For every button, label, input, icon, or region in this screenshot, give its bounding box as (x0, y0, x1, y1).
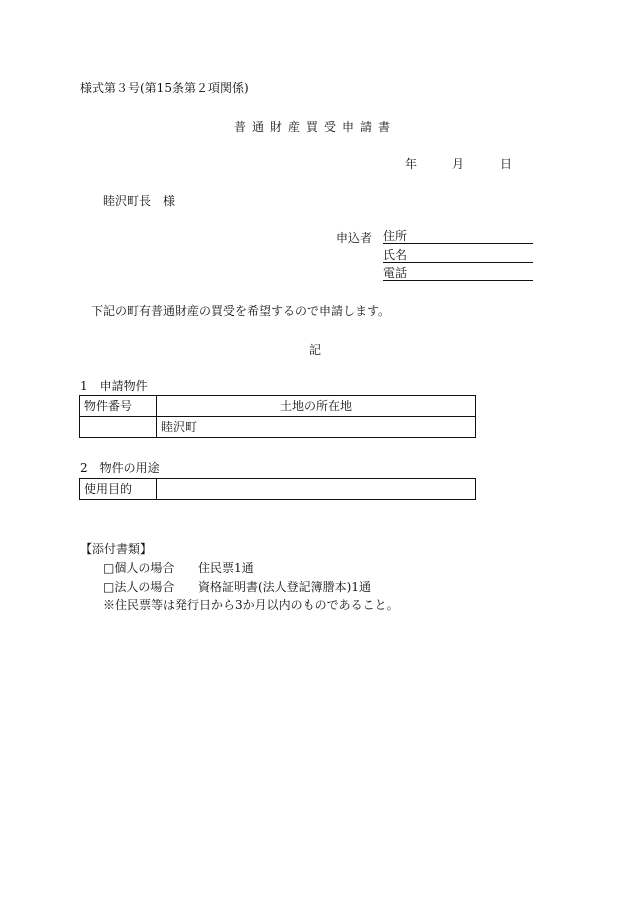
ki-heading: 記 (308, 343, 321, 357)
date-year-label: 年 (405, 157, 418, 171)
usage-purpose-cell[interactable] (157, 479, 476, 500)
intro-text: 下記の町有普通財産の買受を希望するので申請します。 (91, 304, 391, 318)
name-field[interactable] (383, 248, 533, 263)
document-title: 普通財産買受申請書 (233, 120, 396, 134)
attachment-document: 住民票1通 (198, 561, 254, 575)
land-location-cell[interactable]: 睦沢町 (157, 417, 476, 438)
attachment-document: 資格証明書(法人登記簿謄本)1通 (198, 580, 371, 594)
property-table (79, 395, 476, 438)
attachment-case: □法人の場合 (103, 580, 175, 594)
applicant-label: 申込者 (336, 231, 373, 245)
form-number: 様式第３号(第15条第２項関係) (80, 81, 249, 95)
usage-table (79, 478, 476, 500)
attachments-note: ※住民票等は発行日から3か月以内のものであること。 (103, 598, 399, 612)
header-property-number: 物件番号 (80, 396, 157, 417)
section2-heading: 2 物件の用途 (80, 461, 160, 475)
property-number-cell[interactable] (80, 417, 157, 438)
usage-purpose-label: 使用目的 (80, 479, 157, 500)
attachment-case: □個人の場合 (103, 561, 175, 575)
section1-heading: 1 申請物件 (80, 379, 148, 393)
date-month-label: 月 (452, 157, 465, 171)
address-field[interactable] (383, 229, 533, 244)
header-land-location: 土地の所在地 (157, 396, 476, 417)
date-day-label: 日 (500, 157, 513, 171)
name-label: 氏名 (383, 248, 408, 262)
attachment-item-corporation (103, 580, 371, 594)
attachments-heading: 【添付書類】 (80, 542, 153, 556)
phone-field[interactable] (383, 266, 533, 281)
attachment-item-individual (103, 561, 254, 575)
table-row (80, 417, 476, 438)
address-label: 住所 (383, 229, 408, 243)
phone-label: 電話 (383, 266, 408, 280)
addressee: 睦沢町長 様 (103, 194, 176, 208)
table-row (80, 479, 476, 500)
table-header-row (80, 396, 476, 417)
